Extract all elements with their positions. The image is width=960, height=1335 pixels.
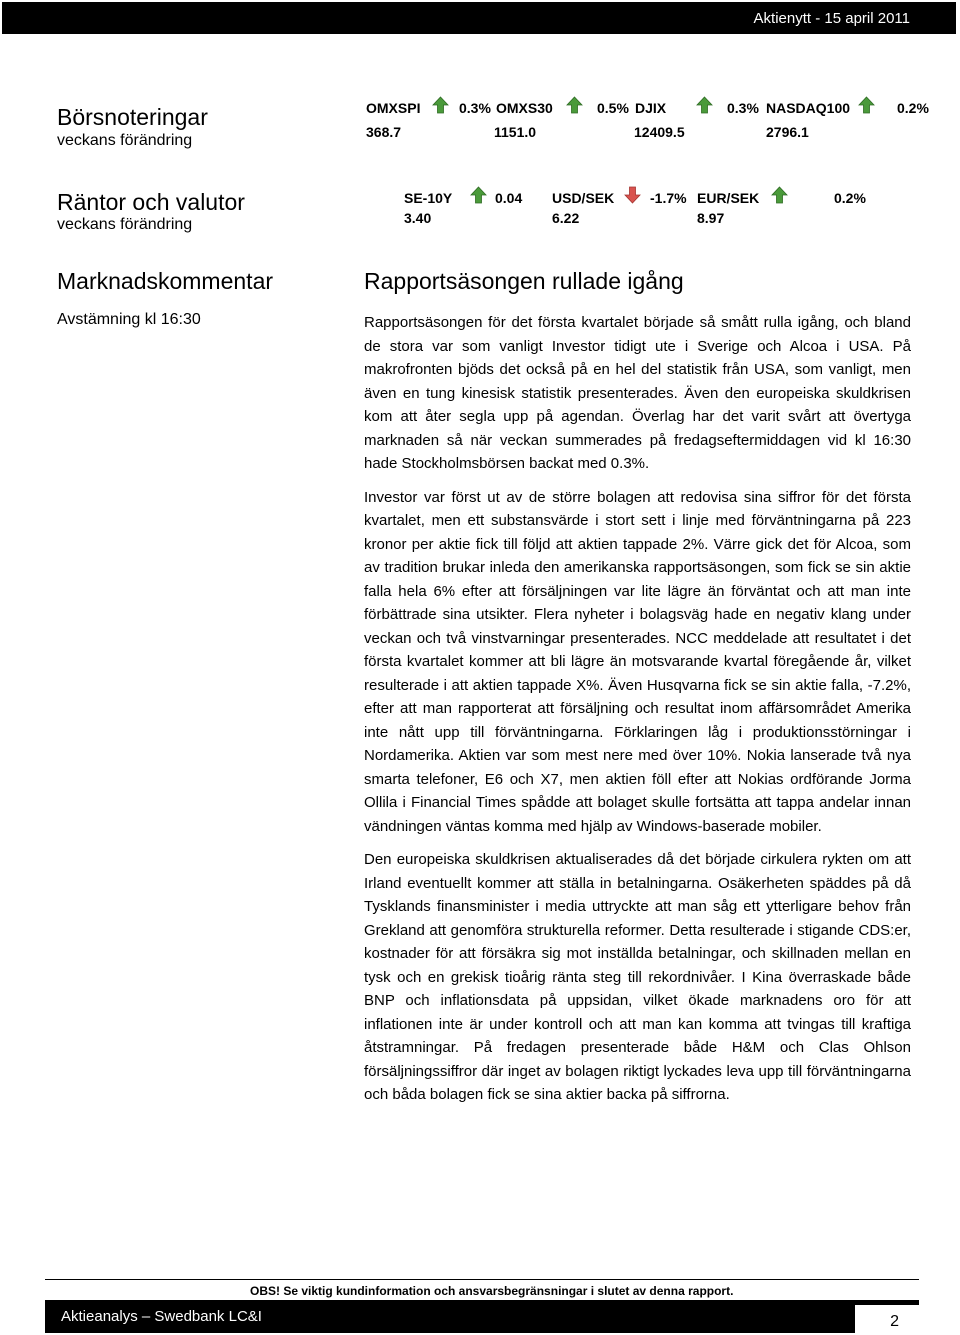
up-arrow-icon [858,96,875,114]
up-arrow-icon [470,186,487,204]
borsnoteringar-title: Börsnoteringar [57,104,208,130]
rate-change: 0.2% [834,190,866,206]
rate-name: USD/SEK [552,190,615,206]
up-arrow-icon [696,96,713,114]
index-change: 0.5% [597,100,629,116]
rate-value: 3.40 [404,210,432,226]
article-headline: Rapportsäsongen rullade igång [364,268,684,294]
up-arrow-icon [566,96,583,114]
index-change: 0.2% [897,100,929,116]
article-paragraph: Den europeiska skuldkrisen aktualiserades då det började cirkulera rykten om att Irland eventuellt kommer att ställa in betalningarna. Osäkerheten späddes på då Tysklands finansminister i media uttryckte att man såg ett ytterligare behov från Grekland att genomföra strukturella reformer. Detta resulterade i stigande CDS:er, kostnader för att försäkra sig mot inställda betalningar, och skillnaden mellan en tysk och en grekisk tioårig ränta steg till rekordnivåer. I Kina överraskade både BNP och inflationsdata på uppsidan, vilket ökade marknadens oro för att inflationen inte är under kontroll och att man kan komma att tvingas till kraftiga åtstramningar. På fredagen presenterade både H&M och Clas Ohlson försäljningssiffror där inget av bolagen riktigt lyckades leva upp till förväntningarna och båda bolagen fick se sina aktier backa på siffrorna. [364,851,911,1103]
page-number: 2 [890,1313,899,1330]
rantor-subtitle: veckans förändring [57,216,193,233]
index-name: OMXS30 [496,100,553,116]
article-side-label: Avstämning kl 16:30 [57,311,201,328]
footer-notice: OBS! Se viktig kundinformation och ansvarsbegränsningar i slutet av denna rapport. [250,1284,734,1298]
article-body [364,311,911,1117]
rate-value: 8.97 [697,210,725,226]
down-arrow-icon [624,186,641,204]
rate-change: 0.04 [495,190,523,206]
rates-strip [404,185,884,231]
index-strip [366,96,929,146]
index-change: 0.3% [727,100,759,116]
rate-name: SE-10Y [404,190,453,206]
index-name: NASDAQ100 [766,100,851,116]
rate-change: -1.7% [650,190,687,206]
up-arrow-icon [432,96,449,114]
footer-company: Aktieanalys – Swedbank LC&I [61,1308,262,1325]
kommentar-title: Marknadskommentar [57,268,274,294]
article-paragraph: Rapportsäsongen för det första kvartalet började så smått rulla igång, och bland de stora var som vanligt Investor tidigt ute i Sverige och Alcoa i USA. På makrofronten bjöds det också på en hel del statistik från USA, som vanligt, men även en tung kinesisk statistik presenterades. Även den europeiska skuldkrisen kom att åter segla upp på agendan. Överlag har det varit svårt att övertyga marknaden så när veckan summerades på fredagseftermiddagen vid kl 16:30 hade Stockholmsbörsen backat med 0.3%. [364,314,911,472]
header-title: Aktienytt - 15 april 2011 [753,10,910,27]
borsnoteringar-subtitle: veckans förändring [57,132,193,149]
article-paragraph: Investor var först ut av de större bolagen att redovisa sina siffror för det första kvartalet, men ett substansvärde i stort sett i linje med förväntningarna på 223 kronor per aktie fick till följd att aktien tappade 2%. Värre gick det för Alcoa, som av tradition brukar inleda den amerikanska rapportsäsongen, som fick se sin aktie falla hela 6% efter att försäljningen var lite lägre än förväntat och att man inte förbättrade sina utsikter. Flera nyheter i bolagsväg hade en negativ klang under veckan och två vinstvarningar presenterades. NCC meddelade att resultatet i det första kvartalet kommer att bli lägre än motsvarande kvartal föregående år, vilket resulterade i att aktien tappade X%. Även Husqvarna fick se sin aktie falla, -7.2%, efter att man rapporterat att försäljning och resultat inom affärsområdet Amerika inte nått upp till förväntningarna. Förklaringen låg i produktionsstörningar i Nordamerika. Aktien var som mest nere med över 10%. Nokia lanserade två nya smarta telefoner, E6 och X7, men aktien föll efter att Nokias ordförande Jorma Ollila i Financial Times spådde att bolaget skulle fortsätta att tappa andelar innan vändningen väntas komma med hjälp av Windows-baserade mobiler. [364,488,911,835]
index-name: DJIX [635,100,667,116]
index-value: 1151.0 [494,124,537,140]
footer-bar [45,1300,919,1333]
footer-divider [45,1279,919,1280]
rate-name: EUR/SEK [697,190,760,206]
rate-value: 6.22 [552,210,580,226]
rantor-title: Räntor och valutor [57,189,245,215]
page-number-box [855,1305,919,1333]
index-value: 2796.1 [766,124,809,140]
header-bar [2,2,956,34]
index-name: OMXSPI [366,100,421,116]
index-value: 12409.5 [634,124,685,140]
up-arrow-icon [771,186,788,204]
index-change: 0.3% [459,100,491,116]
index-value: 368.7 [366,124,402,140]
